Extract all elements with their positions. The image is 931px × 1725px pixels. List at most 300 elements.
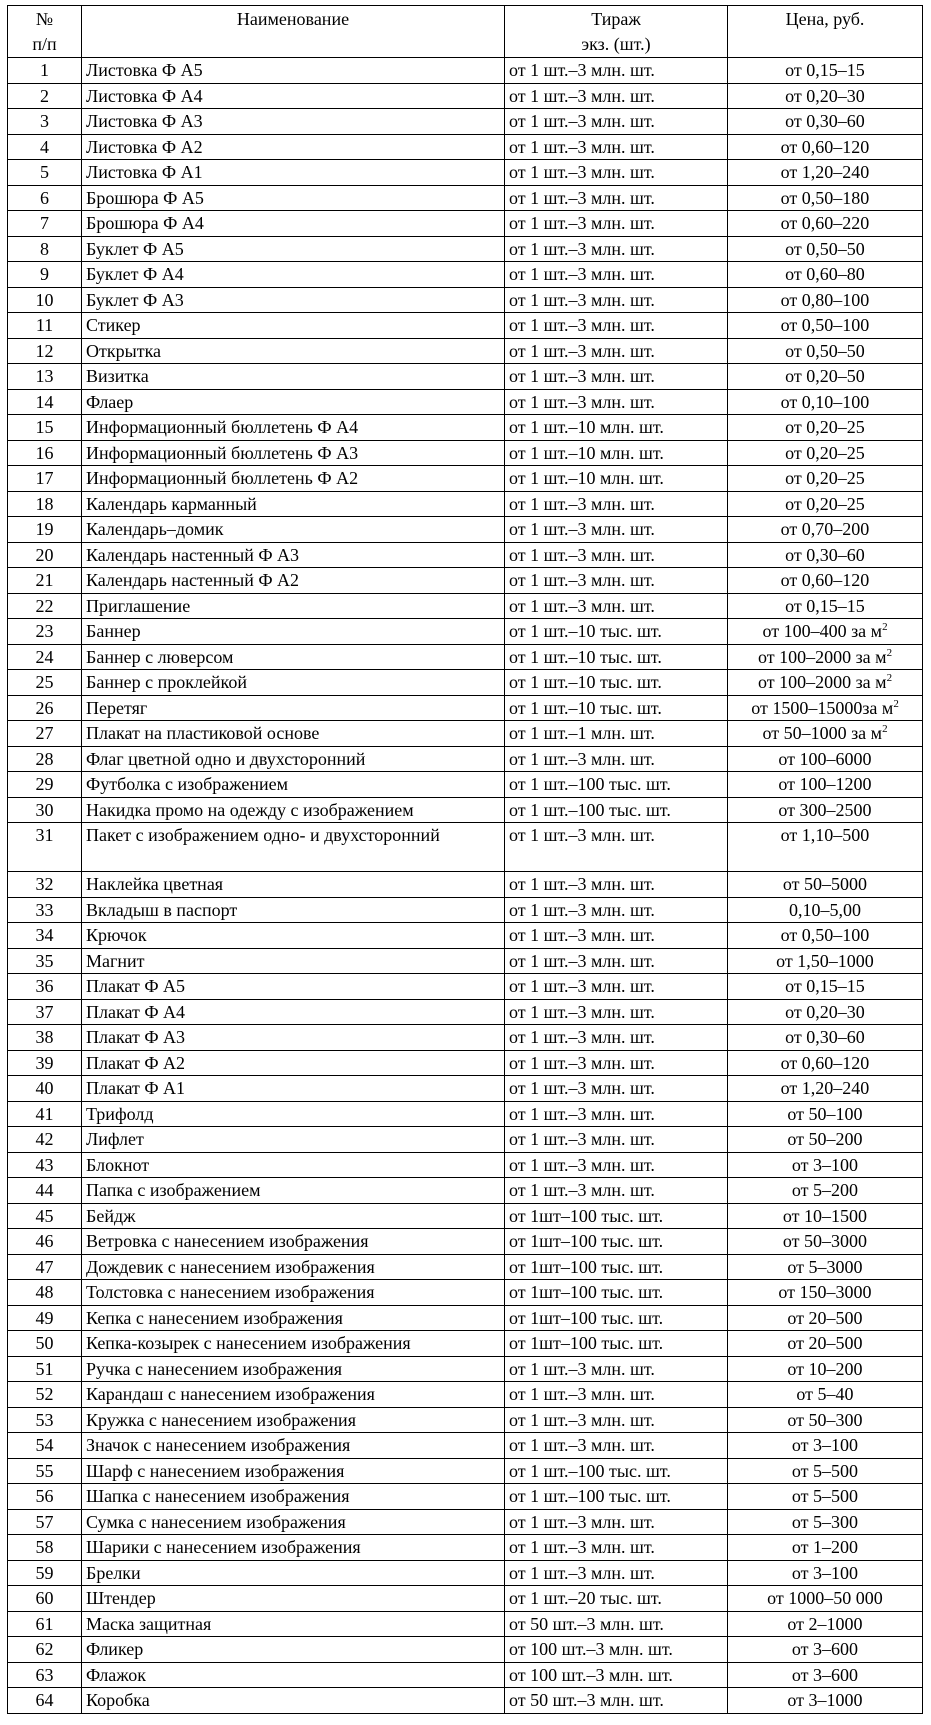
print-run-text: от 1 шт.–3 млн. шт. [509,1435,655,1455]
item-name-text: Листовка Ф А3 [86,111,203,131]
row-number-text: 14 [35,391,54,412]
print-run-text: от 1 шт.–100 тыс. шт. [509,774,671,794]
item-price-text: от 150–3000 [778,1282,872,1302]
row-number-text: 16 [35,442,54,463]
item-name-text: Буклет Ф А3 [86,289,184,310]
item-price [728,1484,923,1510]
print-run-text: от 1 шт.–3 млн. шт. [509,366,655,386]
row-number-text: 19 [35,519,54,539]
table-row [8,1382,923,1408]
item-name [82,440,505,466]
table-row [8,923,923,949]
item-name-text: Брошюра Ф А4 [86,213,204,233]
row-number-text: 54 [35,1435,54,1455]
item-price [728,1280,923,1306]
item-name-text: Буклет Ф А5 [86,238,184,259]
print-run-text: от 1 шт.–3 млн. шт. [509,1027,655,1047]
row-number-text: 52 [35,1384,54,1404]
table-row [8,1586,923,1612]
item-price [728,262,923,288]
item-name-text: Кепка с нанесением изображения [86,1307,343,1328]
row-number [8,948,82,974]
print-run [505,695,728,721]
item-price [728,1662,923,1688]
table-row [8,670,923,696]
item-price-text: от 3–1000 [787,1690,863,1710]
item-price [728,823,923,872]
print-run-text: от 1 шт.–3 млн. шт. [509,1180,655,1200]
table-row [8,1331,923,1357]
unit-superscript: 2 [882,723,888,735]
item-price [728,721,923,747]
unit-superscript: 2 [886,646,893,659]
item-name [82,746,505,772]
row-number-text: 6 [40,187,49,208]
item-name-text: Визитка [86,366,149,386]
item-name [82,236,505,262]
table-row [8,58,923,84]
row-number-text: 23 [35,621,54,641]
item-price-text: от 50–3000 [782,1231,868,1251]
item-price-text: от 50–200 [787,1129,863,1149]
row-number [8,1127,82,1153]
item-name-text: Информационный бюллетень Ф А2 [86,468,359,488]
print-run [505,923,728,949]
print-run-text: от 1 шт.–1 млн. шт. [509,723,655,743]
print-run [505,211,728,237]
item-price-text: от 3–100 [791,1154,859,1175]
table-row [8,1127,923,1153]
print-run [505,1101,728,1127]
item-name-text: Календарь настенный Ф А2 [86,570,300,590]
item-name [82,872,505,898]
row-number-text: 48 [35,1282,54,1302]
item-name-text: Папка с изображением [86,1180,261,1200]
item-price [728,211,923,237]
item-price [728,897,923,923]
item-name-text: Приглашение [86,595,191,616]
table-row [8,1050,923,1076]
print-run [505,1611,728,1637]
table-row [8,389,923,415]
header-quantity-line1: Тираж [591,9,641,29]
item-name [82,1611,505,1637]
item-name [82,1662,505,1688]
print-run-text: от 1 шт.–3 млн. шт. [509,85,655,106]
print-run [505,1178,728,1204]
item-name-text: Бейдж [86,1205,136,1226]
row-number [8,1331,82,1357]
item-price-text: от 5–40 [796,1384,854,1404]
print-run-text: от 1шт–100 тыс. шт. [509,1256,664,1277]
print-run [505,389,728,415]
print-run-text: от 1 шт.–100 тыс. шт. [509,799,671,820]
table-row [8,1101,923,1127]
item-name-text: Листовка Ф А1 [86,162,203,182]
item-name-text: Плакат Ф А2 [86,1052,186,1073]
item-price [728,1254,923,1280]
row-number-text: 46 [35,1231,54,1251]
item-price-text: от 50–5000 [782,874,868,894]
row-number-text: 32 [35,874,54,894]
row-number [8,466,82,492]
row-number [8,593,82,619]
unit-superscript: 2 [893,697,899,710]
item-price-text: от 0,15–15 [785,595,865,616]
row-number [8,185,82,211]
item-name-text: Кепка-козырек с нанесением изображения [86,1333,411,1353]
print-run [505,1229,728,1255]
item-price [728,797,923,823]
item-name [82,211,505,237]
row-number [8,644,82,670]
item-price [728,1076,923,1102]
print-run-text: от 1 шт.–3 млн. шт. [509,111,655,131]
item-price-text: от 0,60–120 [780,136,870,157]
item-price-text: от 50–300 [787,1409,863,1430]
item-price-text: от 2–1000 [787,1613,863,1634]
print-run-text: от 1 шт.–3 млн. шт. [509,60,655,80]
item-price [728,1535,923,1561]
item-price-text: от 0,50–100 [780,315,870,335]
item-price-text: от 0,15–15 [785,976,865,996]
table-row [8,1305,923,1331]
item-price-text: от 0,20–25 [785,493,865,514]
item-name [82,923,505,949]
item-price-text: от 0,20–25 [785,442,865,463]
print-run [505,797,728,823]
print-run [505,619,728,645]
print-run-text: от 1 шт.–10 тыс. шт. [509,697,662,718]
item-price-text: от 5–500 [791,1460,859,1481]
table-row [8,897,923,923]
print-run [505,872,728,898]
print-run-text: от 1 шт.–3 млн. шт. [509,1052,655,1073]
print-run [505,644,728,670]
item-name-text: Стикер [86,315,141,335]
row-number-text: 62 [35,1639,54,1659]
print-run [505,1152,728,1178]
table-row [8,185,923,211]
print-run [505,1203,728,1229]
item-name [82,1305,505,1331]
header-price [728,6,923,58]
table-row [8,721,923,747]
item-name [82,644,505,670]
item-name [82,1560,505,1586]
table-row [8,1458,923,1484]
print-run [505,746,728,772]
table-row [8,772,923,798]
item-price [728,974,923,1000]
item-price-text: от 3–600 [791,1639,859,1659]
item-name-text: Пакет с изображением одно- и двухсторонний [86,825,440,845]
item-price-text: от 1,20–240 [780,162,870,182]
table-row [8,1611,923,1637]
item-name [82,364,505,390]
item-name [82,1382,505,1408]
item-price-text: от 300–2500 [778,799,872,820]
row-number-text: 59 [35,1562,54,1583]
item-name [82,1484,505,1510]
row-number [8,1662,82,1688]
item-name-text: Крючок [86,925,147,945]
print-run-text: от 1шт–100 тыс. шт. [509,1333,664,1353]
print-run [505,823,728,872]
table-row [8,262,923,288]
item-price [728,1305,923,1331]
row-number [8,568,82,594]
item-price [728,746,923,772]
item-name [82,999,505,1025]
item-price [728,364,923,390]
print-run-text: от 1 шт.–10 тыс. шт. [509,672,662,692]
print-run-text: от 1 шт.–100 тыс. шт. [509,1460,671,1481]
item-name-text: Листовка Ф А4 [86,85,203,106]
print-run [505,1356,728,1382]
row-number [8,897,82,923]
print-run-text: от 1 шт.–3 млн. шт. [509,315,655,335]
row-number-text: 21 [35,570,54,590]
item-name-text: Плакат на пластиковой основе [86,723,320,743]
header-quantity [505,6,728,58]
item-name [82,897,505,923]
row-number-text: 17 [35,468,54,488]
item-name [82,517,505,543]
item-price-text: от 5–300 [791,1511,859,1532]
item-price-text: от 0,50–50 [785,340,865,361]
print-run-text: от 1 шт.–3 млн. шт. [509,1103,655,1124]
item-price [728,872,923,898]
row-number [8,1433,82,1459]
print-run [505,1280,728,1306]
item-price [728,1050,923,1076]
table-row [8,313,923,339]
row-number [8,109,82,135]
print-run [505,517,728,543]
row-number-text: 64 [35,1690,54,1710]
header-number [8,6,82,58]
row-number-text: 33 [35,899,54,920]
item-price [728,134,923,160]
print-run [505,1662,728,1688]
item-price [728,593,923,619]
table-row [8,83,923,109]
table-row [8,364,923,390]
header-name [82,6,505,58]
table-row [8,1152,923,1178]
row-number [8,923,82,949]
print-run-text: от 1шт–100 тыс. шт. [509,1231,664,1251]
print-run [505,1305,728,1331]
row-number [8,415,82,441]
row-number [8,517,82,543]
item-price-text: от 50–100 [787,1103,863,1124]
row-number [8,1407,82,1433]
table-row [8,695,923,721]
print-run-text: от 1 шт.–3 млн. шт. [509,1537,655,1557]
row-number [8,1152,82,1178]
table-row [8,1229,923,1255]
row-number [8,1586,82,1612]
item-price-text: 0,10–5,00 [789,899,861,920]
item-price [728,1382,923,1408]
print-run-text: от 1 шт.–3 млн. шт. [509,825,655,845]
item-name-text: Флажок [86,1664,147,1685]
row-number [8,491,82,517]
item-name [82,491,505,517]
item-name [82,313,505,339]
item-price-text: от 100–2000 за м [757,646,887,667]
row-number [8,440,82,466]
item-price-text: от 1,20–240 [780,1078,870,1098]
print-run [505,1407,728,1433]
row-number [8,619,82,645]
item-name [82,797,505,823]
row-number [8,1637,82,1663]
item-name [82,185,505,211]
item-price [728,466,923,492]
print-run-text: от 1 шт.–10 тыс. шт. [509,646,662,667]
table-row [8,338,923,364]
print-run-text: от 1 шт.–3 млн. шт. [509,391,655,412]
item-name-text: Футболка с изображением [86,774,289,794]
item-name [82,338,505,364]
table-row [8,823,923,872]
item-name-text: Листовка Ф А2 [86,136,203,157]
row-number-text: 1 [40,60,49,80]
table-row [8,109,923,135]
row-number-text: 50 [35,1333,54,1353]
item-price [728,1509,923,1535]
print-run-text: от 1 шт.–3 млн. шт. [509,925,655,945]
print-run [505,948,728,974]
print-run [505,772,728,798]
item-price-text: от 0,30–60 [785,544,865,565]
print-run-text: от 50 шт.–3 млн. шт. [509,1690,664,1710]
table-row [8,1280,923,1306]
item-name-text: Информационный бюллетень Ф А4 [86,417,359,437]
row-number [8,211,82,237]
table-row [8,211,923,237]
item-name-text: Вкладыш в паспорт [86,899,238,920]
print-run-text: от 1 шт.–3 млн. шт. [509,748,655,769]
item-name-text: Сумка с нанесением изображения [86,1511,346,1532]
table-row [8,1178,923,1204]
item-price [728,1688,923,1714]
print-run-text: от 50 шт.–3 млн. шт. [509,1613,664,1634]
print-run [505,491,728,517]
item-price [728,999,923,1025]
item-name-text: Листовка Ф А5 [86,60,203,80]
item-name-text: Флаг цветной одно и двухсторонний [86,748,366,769]
row-number [8,797,82,823]
row-number [8,542,82,568]
table-row [8,974,923,1000]
item-price [728,58,923,84]
row-number-text: 15 [35,417,54,437]
row-number-text: 55 [35,1460,54,1481]
print-run [505,1050,728,1076]
item-price-text: от 0,20–50 [785,366,865,386]
item-name [82,593,505,619]
row-number [8,746,82,772]
item-price-text: от 100–1200 [778,774,872,794]
row-number-text: 47 [35,1256,54,1277]
item-name [82,1535,505,1561]
print-run [505,364,728,390]
print-run [505,287,728,313]
row-number [8,1560,82,1586]
print-run [505,440,728,466]
item-name-text: Накидка промо на одежду с изображением [86,799,414,820]
print-run-text: от 1 шт.–3 млн. шт. [509,493,655,514]
print-run-text: от 1 шт.–3 млн. шт. [509,1078,655,1098]
item-price [728,491,923,517]
item-price-text: от 100–6000 [778,748,872,769]
row-number [8,364,82,390]
table-row [8,1560,923,1586]
print-run-text: от 1 шт.–3 млн. шт. [509,899,655,920]
row-number-text: 31 [35,825,54,845]
row-number [8,313,82,339]
row-number-text: 63 [35,1664,54,1685]
row-number [8,1280,82,1306]
row-number-text: 35 [35,950,54,971]
print-run [505,338,728,364]
item-price [728,1407,923,1433]
item-price-text: от 0,15–15 [785,60,865,80]
item-name-text: Значок с нанесением изображения [86,1435,351,1455]
item-name [82,1280,505,1306]
item-price-text: от 0,50–50 [785,238,865,259]
row-number-text: 34 [35,925,54,945]
print-run-text: от 1 шт.–3 млн. шт. [509,874,655,894]
item-name [82,109,505,135]
print-run [505,1331,728,1357]
item-price [728,1152,923,1178]
table-row [8,415,923,441]
item-price-text: от 0,20–30 [785,85,865,106]
row-number [8,823,82,872]
row-number [8,1484,82,1510]
print-run-text: от 1 шт.–3 млн. шт. [509,213,655,233]
item-price-text: от 0,70–200 [780,519,870,539]
item-price-text: от 3–100 [791,1562,859,1583]
item-price-text: от 3–600 [791,1664,859,1685]
item-price [728,772,923,798]
table-row [8,948,923,974]
print-run-text: от 100 шт.–3 млн. шт. [509,1639,673,1659]
item-price [728,1611,923,1637]
item-name [82,1203,505,1229]
item-name [82,83,505,109]
item-name [82,542,505,568]
row-number [8,1050,82,1076]
item-name-text: Брошюра Ф А5 [86,187,204,208]
row-number-text: 20 [35,544,54,565]
row-number-text: 24 [35,646,54,667]
print-run [505,1560,728,1586]
item-name-text: Толстовка с нанесением изображения [86,1282,375,1302]
item-price [728,160,923,186]
table-row [8,1254,923,1280]
row-number [8,1254,82,1280]
row-number-text: 9 [40,264,49,284]
print-run-text: от 1 шт.–3 млн. шт. [509,1001,655,1022]
table-row [8,1637,923,1663]
row-number [8,1509,82,1535]
